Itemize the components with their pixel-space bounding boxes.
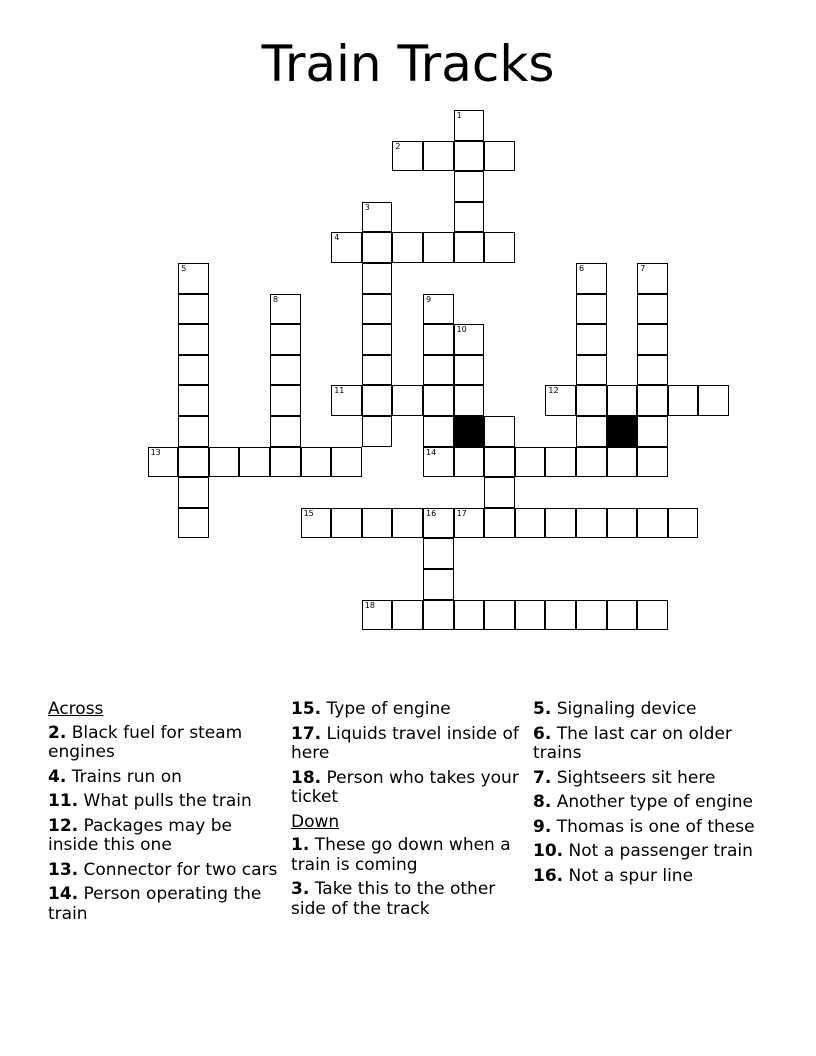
- clue-number: 13: [150, 447, 161, 457]
- grid-cell[interactable]: [362, 324, 393, 355]
- across-clue-14[interactable]: 14. Person operating the train: [48, 884, 262, 924]
- down-clue-5[interactable]: 5. Signaling device: [533, 699, 697, 719]
- grid-cell[interactable]: [392, 141, 423, 172]
- grid-cell[interactable]: [454, 355, 485, 386]
- black-cell: [454, 416, 485, 447]
- grid-cell[interactable]: [545, 385, 576, 416]
- clue-number: 11: [334, 386, 345, 396]
- grid-cell[interactable]: [178, 324, 209, 355]
- grid-cell[interactable]: [454, 324, 485, 355]
- grid-cell[interactable]: [576, 508, 607, 539]
- clue-number: 10: [456, 325, 467, 335]
- grid-cell[interactable]: [423, 355, 454, 386]
- clue-number: 9: [426, 294, 432, 304]
- clue-number: 5: [181, 264, 187, 273]
- clue-column-1: [48, 700, 284, 929]
- grid-cell[interactable]: [331, 232, 362, 263]
- grid-cell[interactable]: [545, 447, 576, 478]
- grid-cell[interactable]: [576, 385, 607, 416]
- down-clue-8[interactable]: 8. Another type of engine: [533, 792, 753, 812]
- grid-cell[interactable]: [423, 232, 454, 263]
- grid-cell[interactable]: [576, 294, 607, 325]
- grid-cell[interactable]: [454, 141, 485, 172]
- down-clue-1[interactable]: 1. These go down when a train is coming: [291, 835, 511, 875]
- grid-cell[interactable]: [607, 447, 638, 478]
- grid-cell[interactable]: [362, 385, 393, 416]
- grid-cell[interactable]: [148, 447, 179, 478]
- down-clue-10[interactable]: 10. Not a passenger train: [533, 841, 753, 861]
- grid-cell[interactable]: [423, 294, 454, 325]
- grid-cell[interactable]: [178, 447, 209, 478]
- grid-cell[interactable]: [454, 508, 485, 539]
- grid-cell[interactable]: [362, 600, 393, 631]
- clue-number: 17: [456, 508, 467, 518]
- puzzle-title: Train Tracks: [261, 35, 555, 93]
- grid-cell[interactable]: [270, 294, 301, 325]
- grid-cell[interactable]: [454, 202, 485, 233]
- grid-cell[interactable]: [484, 232, 515, 263]
- grid-cell[interactable]: [178, 477, 209, 508]
- grid-cell[interactable]: [392, 232, 423, 263]
- grid-cell[interactable]: [423, 324, 454, 355]
- grid-cell[interactable]: [668, 508, 699, 539]
- clue-number: 15: [303, 508, 314, 518]
- down-clue-6[interactable]: 6. The last car on older trains: [533, 723, 732, 763]
- grid-cell[interactable]: [454, 232, 485, 263]
- grid-cell[interactable]: [576, 416, 607, 447]
- down-clue-3[interactable]: 3. Take this to the other side of the track: [291, 879, 496, 919]
- grid-cell[interactable]: [423, 141, 454, 172]
- grid-cell[interactable]: [239, 447, 270, 478]
- grid-cell[interactable]: [637, 508, 668, 539]
- grid-cell[interactable]: [576, 447, 607, 478]
- grid-cell[interactable]: [331, 508, 362, 539]
- down-clue-16[interactable]: 16. Not a spur line: [533, 865, 694, 886]
- grid-cell[interactable]: [607, 600, 638, 631]
- clue-number: 14: [426, 447, 437, 457]
- grid-cell[interactable]: [454, 171, 485, 202]
- grid-cell[interactable]: [515, 508, 546, 539]
- grid-cell[interactable]: [270, 447, 301, 478]
- down-heading: Down: [291, 811, 340, 832]
- across-clue-4[interactable]: 4. Trains run on: [48, 766, 182, 787]
- grid-cell[interactable]: [484, 416, 515, 447]
- grid-cell[interactable]: [576, 324, 607, 355]
- clue-number: 16: [426, 508, 437, 518]
- across-clue-2[interactable]: 2. Black fuel for steam engines: [48, 722, 243, 762]
- grid-cell[interactable]: [362, 508, 393, 539]
- grid-cell[interactable]: [423, 508, 454, 539]
- grid-cell[interactable]: [362, 355, 393, 386]
- grid-cell[interactable]: [392, 508, 423, 539]
- grid-cell[interactable]: [178, 385, 209, 416]
- grid-cell[interactable]: [423, 416, 454, 447]
- grid-cell[interactable]: [484, 508, 515, 539]
- grid-cell[interactable]: [576, 263, 607, 294]
- across-clue-15[interactable]: 15. Type of engine: [291, 699, 451, 719]
- grid-cell[interactable]: [576, 355, 607, 386]
- down-clue-7[interactable]: 7. Sightseers sit here: [533, 767, 716, 788]
- grid-cell[interactable]: [362, 416, 393, 447]
- grid-cell[interactable]: [484, 141, 515, 172]
- clue-column-3: [533, 700, 769, 891]
- grid-cell[interactable]: [637, 600, 668, 631]
- clue-number: 18: [364, 600, 375, 610]
- clue-number: 7: [640, 264, 646, 273]
- grid-cell[interactable]: [423, 569, 454, 600]
- grid-cell[interactable]: [637, 355, 668, 386]
- grid-cell[interactable]: [454, 447, 485, 478]
- grid-cell[interactable]: [301, 508, 332, 539]
- grid-cell[interactable]: [423, 538, 454, 569]
- down-clue-9[interactable]: 9. Thomas is one of these: [533, 816, 755, 837]
- grid-cell[interactable]: [484, 477, 515, 508]
- grid-cell[interactable]: [484, 600, 515, 631]
- grid-cell[interactable]: [270, 416, 301, 447]
- grid-cell[interactable]: [423, 385, 454, 416]
- across-clue-12[interactable]: 12. Packages may be inside this one: [48, 815, 232, 855]
- grid-cell[interactable]: [484, 447, 515, 478]
- grid-cell[interactable]: [331, 447, 362, 478]
- grid-cell[interactable]: [178, 416, 209, 447]
- black-cell: [607, 416, 638, 447]
- grid-cell[interactable]: [362, 294, 393, 325]
- grid-cell[interactable]: [454, 600, 485, 631]
- grid-cell[interactable]: [362, 232, 393, 263]
- grid-cell[interactable]: [178, 294, 209, 325]
- clue-number: 2: [395, 141, 401, 151]
- grid-cell[interactable]: [637, 324, 668, 355]
- grid-cell[interactable]: [423, 447, 454, 478]
- across-clue-17[interactable]: 17. Liquids travel inside of here: [291, 723, 519, 763]
- grid-cell[interactable]: [698, 385, 729, 416]
- grid-cell[interactable]: [331, 385, 362, 416]
- grid-cell[interactable]: [392, 385, 423, 416]
- grid-cell[interactable]: [545, 508, 576, 539]
- grid-cell[interactable]: [637, 447, 668, 478]
- grid-cell[interactable]: [668, 385, 699, 416]
- across-clue-11[interactable]: 11. What pulls the train: [48, 791, 252, 811]
- grid-cell[interactable]: [454, 385, 485, 416]
- grid-cell[interactable]: [270, 324, 301, 355]
- grid-cell[interactable]: [637, 294, 668, 325]
- grid-cell[interactable]: [607, 508, 638, 539]
- grid-cell[interactable]: [637, 263, 668, 294]
- grid-cell[interactable]: [301, 447, 332, 478]
- clue-number: 8: [273, 294, 279, 304]
- clue-number: 4: [334, 233, 340, 243]
- grid-cell[interactable]: [362, 202, 393, 233]
- grid-cell[interactable]: [637, 385, 668, 416]
- grid-cell[interactable]: [637, 416, 668, 447]
- clue-number: 6: [579, 264, 585, 273]
- grid-cell[interactable]: [178, 355, 209, 386]
- grid-cell[interactable]: [423, 600, 454, 631]
- grid-cell[interactable]: [270, 385, 301, 416]
- grid-cell[interactable]: [454, 110, 485, 141]
- grid-cell[interactable]: [576, 600, 607, 631]
- grid-cell[interactable]: [178, 263, 209, 294]
- grid-cell[interactable]: [270, 355, 301, 386]
- grid-cell[interactable]: [178, 508, 209, 539]
- grid-cell[interactable]: [607, 385, 638, 416]
- grid-cell[interactable]: [392, 600, 423, 631]
- grid-cell[interactable]: [209, 447, 240, 478]
- grid-cell[interactable]: [362, 263, 393, 294]
- clue-number: 3: [364, 202, 370, 212]
- grid-cell[interactable]: [515, 447, 546, 478]
- across-clue-13[interactable]: 13. Connector for two cars: [48, 859, 278, 880]
- clue-column-2: [291, 700, 527, 924]
- grid-cell[interactable]: [515, 600, 546, 631]
- clue-number: 12: [548, 386, 559, 396]
- grid-cell[interactable]: [545, 600, 576, 631]
- clue-number: 1: [456, 111, 462, 120]
- across-clue-18[interactable]: 18. Person who takes your ticket: [291, 767, 519, 807]
- across-heading: Across: [48, 699, 104, 719]
